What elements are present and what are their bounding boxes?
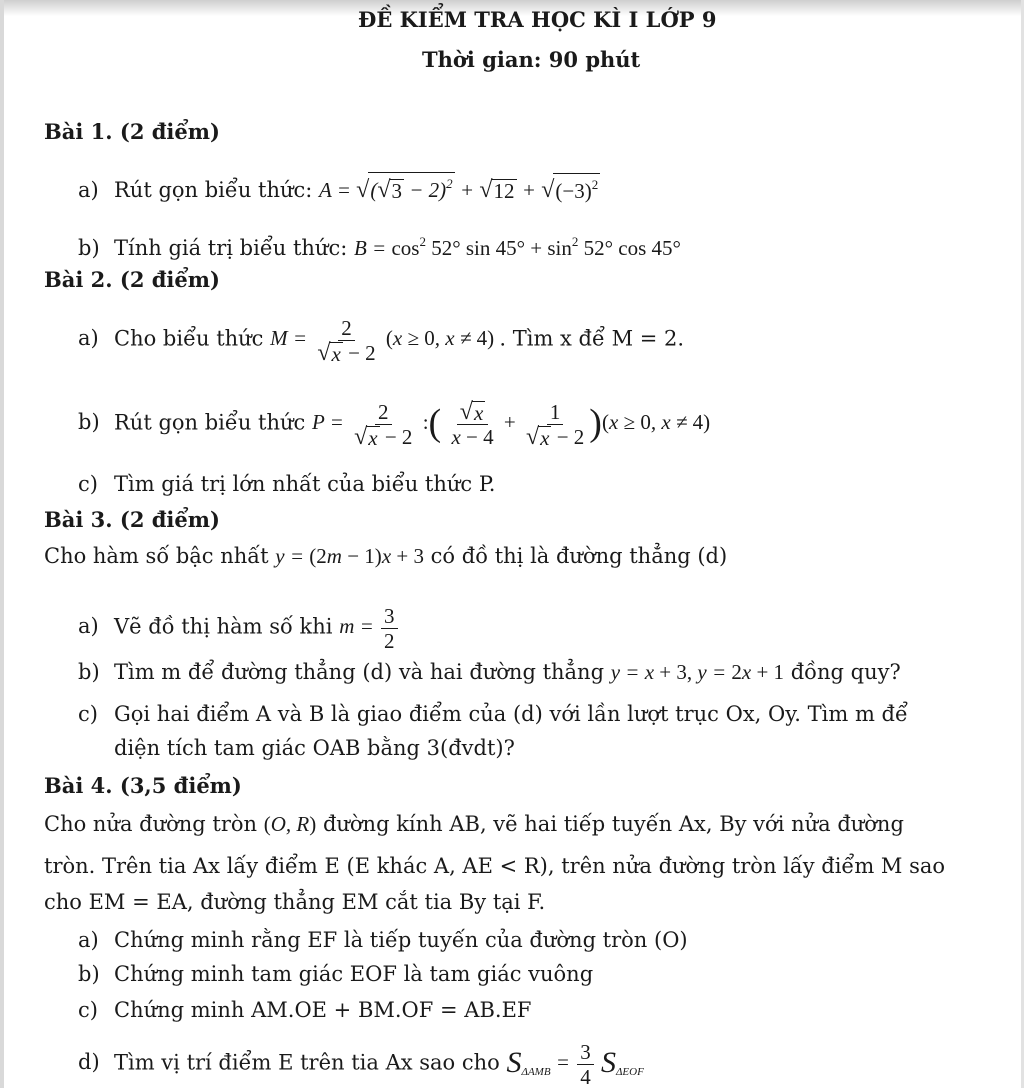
bai4-d-formula: $S_{\Delta AMB}$ = $\frac{3}{4}$ $S_{\Delta EOF}$ (506, 1040, 644, 1089)
item-label: a) (78, 178, 99, 202)
bai3-function: y = (2m − 1)x + 3 (275, 544, 424, 568)
bai2-a-formula: M = 2 √ x − 2 (x ≥ 0, x ≠ 4) (270, 316, 495, 366)
item-label: a) (78, 928, 99, 952)
left-edge (0, 0, 4, 1088)
bai2-c-text: Tìm giá trị lớn nhất của biểu thức P. (114, 472, 496, 496)
bai3-c-line1 (78, 700, 908, 728)
bai3-intro-pre: Cho hàm số bậc nhất (44, 544, 269, 568)
item-label: a) (78, 326, 99, 351)
bai4-c-line (78, 996, 531, 1024)
bai1-b-text: Tính giá trị biểu thức: (114, 236, 348, 260)
bai2-a-tail: . Tìm x để M = 2. (499, 326, 685, 351)
bai2-c-line (78, 470, 495, 498)
bai3-a-formula: m = $\frac{3}{2}$ (339, 614, 399, 638)
item-label: b) (78, 410, 100, 435)
bai3-a-text: Vẽ đồ thị hàm số khi (114, 614, 333, 639)
bai3-intro-post: có đồ thị là đường thẳng (d) (430, 544, 728, 568)
bai2-a-text: Cho biểu thức (114, 326, 264, 351)
bai4-heading: Bài 4. (3,5 điểm) (44, 773, 242, 798)
fraction: 2 √ x − 2 (354, 400, 413, 450)
bai1-heading: Bài 1. (2 điểm) (44, 119, 220, 144)
item-label: d) (78, 1050, 100, 1075)
bai4-c-text: Chứng minh AM.OE + BM.OF = AB.EF (114, 998, 532, 1022)
bai1-b-formula: $B = \cos^2 52^\circ$ $\sin 45^\circ + \sin^2 52^\circ$ cos 45° (353, 234, 681, 260)
bai4-a-line (78, 926, 688, 954)
bai4-b-line (78, 960, 593, 988)
bai3-b-formula: y = x + 3, y = 2x + 1 (610, 660, 785, 684)
bai2-b-line (78, 400, 710, 449)
bai3-b-line (78, 658, 901, 686)
exam-title: ĐỀ KIỂM TRA HỌC KÌ I LỚP 9 (358, 7, 717, 32)
bai2-heading: Bài 2. (2 điểm) (44, 267, 220, 292)
item-label: b) (78, 236, 100, 260)
fraction: 1 √ x − 2 (525, 400, 585, 450)
bai3-a-line (78, 604, 400, 653)
bai3-c-text2: diện tích tam giác OAB bằng 3(đvdt)? (114, 736, 515, 760)
bai4-d-text: Tìm vị trí điểm E trên tia Ax sao cho (114, 1050, 500, 1075)
bai4-intro-line1 (44, 810, 904, 838)
sqrt-expression: √ $(-3)^2$ (541, 173, 600, 202)
item-label: a) (78, 614, 99, 639)
item-label: b) (78, 962, 100, 986)
bai4-intro-line3: cho EM = EA, đường thẳng EM cắt tia By tại F. (44, 890, 546, 914)
bai4-intro1-pre: Cho nửa đường tròn (44, 812, 258, 836)
bai3-heading: Bài 3. (2 điểm) (44, 507, 220, 532)
bai1-a-text: Rút gọn biểu thức: (114, 178, 313, 202)
fraction: $\frac{3}{4}$ (577, 1040, 594, 1089)
bai3-intro (44, 542, 727, 570)
bai2-a-line (78, 316, 684, 365)
sqrt-expression: √ 12 (479, 177, 515, 203)
fraction: $\frac{3}{2}$ (381, 604, 398, 653)
bai1-a-formula: A = √ ( √ 3 − 2)$^2$ + √ 12 + √ $(-3)^2$ (319, 178, 600, 202)
item-label: c) (78, 998, 98, 1022)
exam-time: Thời gian: 90 phút (422, 47, 641, 72)
bai4-d-line (78, 1040, 644, 1089)
bai1-a-line (78, 172, 600, 204)
bai3-c-text1: Gọi hai điểm A và B là giao điểm của (d) với lần lượt trục Ox, Oy. Tìm m để (114, 702, 908, 726)
bai4-a-text: Chứng minh rằng EF là tiếp tuyến của đường tròn (O) (114, 928, 688, 952)
bai1-b-line (78, 228, 681, 262)
bai2-b-formula: P = 2 √ x − 2 :( √ x x − 4 + 1 √ x − 2 )(x ≥ 0, x ≠ 4) (311, 399, 711, 450)
item-label: c) (78, 702, 98, 726)
bai3-b-text: Tìm m để đường thẳng (d) và hai đường thẳng (114, 660, 605, 684)
sqrt-expression: √ ( √ 3 − 2)$^2$ (356, 172, 455, 202)
bai4-b-text: Chứng minh tam giác EOF là tam giác vuông (114, 962, 594, 986)
bai4-intro-line2: tròn. Trên tia Ax lấy điểm E (E khác A, AE < R), trên nửa đường tròn lấy điểm M sao (44, 854, 946, 878)
bai2-b-text: Rút gọn biểu thức (114, 410, 306, 435)
item-label: b) (78, 660, 100, 684)
bai4-circle: (O, R) (263, 812, 317, 836)
item-label: c) (78, 472, 98, 496)
bai3-b-tail: đồng quy? (790, 660, 901, 684)
fraction: 2 √ x − 2 (317, 316, 376, 366)
fraction: √ x x − 4 (451, 399, 494, 449)
bai4-intro1-post: đường kính AB, vẽ hai tiếp tuyến Ax, By với nửa đường (322, 812, 904, 836)
